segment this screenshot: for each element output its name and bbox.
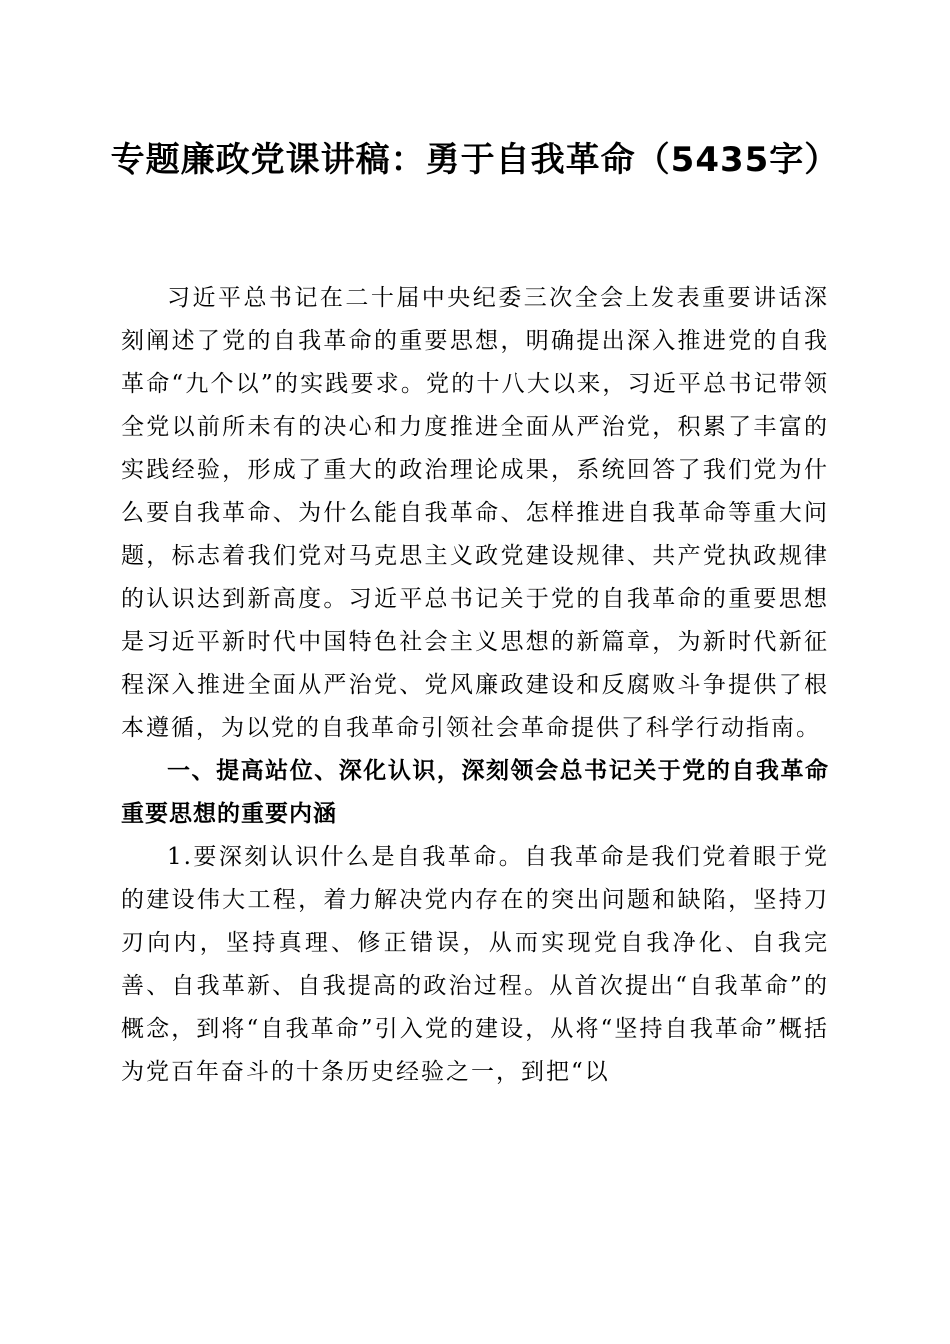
section-heading: 一、提高站位、深化认识，深刻领会总书记关于党的自我革命重要思想的重要内涵 [121,758,829,827]
document-body [121,277,829,1094]
document-title: 专题廉政党课讲稿：勇于自我革命（5435字） [110,140,840,180]
intro-paragraph: 习近平总书记在二十届中央纪委三次全会上发表重要讲话深刻阐述了党的自我革命的重要思想，明确提出深入推进党的自我革命“九个以”的实践要求。党的十八大以来，习近平总书记带领全党以前所未有的决心和力度推进全面从严治党，积累了丰富的实践经验，形成了重大的政治理论成果，系统回答了我们党为什么要自我革命、为什么能自我革命、怎样推进自我革命等重大问题，标志着我们党对马克思主义政党建设规律、共产党执政规律的认识达到新高度。习近平总书记关于党的自我革命的重要思想是习近平新时代中国特色社会主义思想的新篇章，为新时代新征程深入推进全面从严治党、党风廉政建设和反腐败斗争提供了根本遵循，为以党的自我革命引领社会革命提供了科学行动指南。 [121,285,829,741]
section-paragraph: 1.要深刻认识什么是自我革命。自我革命是我们党着眼于党的建设伟大工程，着力解决党内存在的突出问题和缺陷，坚持刀刃向内，坚持真理、修正错误，从而实现党自我净化、自我完善、自我革新、自我提高的政治过程。从首次提出“自我革命”的概念，到将“自我革命”引入党的建设，从将“坚持自我革命”概括为党百年奋斗的十条历史经验之一，到把“以 [121,844,829,1085]
